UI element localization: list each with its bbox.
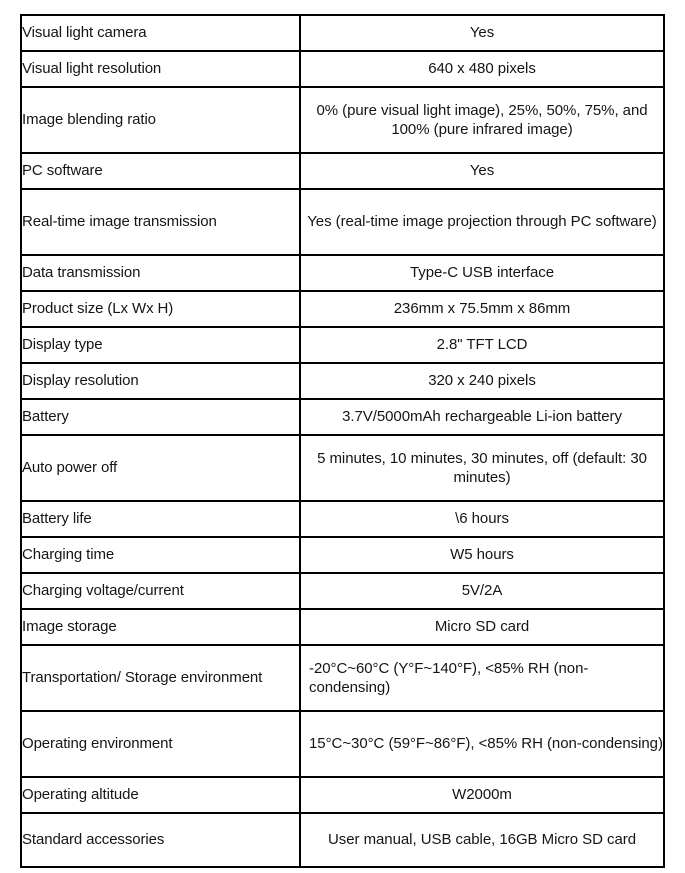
spec-label-text: Product size (Lx Wx H): [22, 300, 174, 318]
spec-value-cell: [300, 15, 664, 51]
spec-value-text: \6 hours: [455, 510, 509, 528]
spec-value-cell: [300, 609, 664, 645]
table-row: [21, 537, 664, 573]
spec-label-cell: [21, 153, 300, 189]
table-row: [21, 399, 664, 435]
spec-label-text: Real-time image transmission: [22, 213, 217, 231]
spec-label-cell: [21, 711, 300, 777]
table-row: [21, 255, 664, 291]
spec-value-text: -20°C~60°C (Y°F~140°F), <85% RH (non-condensing): [309, 659, 589, 696]
spec-label-text: Auto power off: [22, 459, 118, 477]
spec-value-cell: [300, 645, 664, 711]
spec-label-text: Charging time: [22, 546, 115, 564]
spec-value-cell: [300, 363, 664, 399]
spec-label-cell: [21, 255, 300, 291]
spec-value-text: 15°C~30°C (59°F~86°F), <85% RH (non-condensing): [309, 735, 663, 753]
table-row: [21, 435, 664, 501]
table-row: [21, 51, 664, 87]
spec-label-text: Image blending ratio: [22, 111, 156, 129]
spec-value-cell: [300, 291, 664, 327]
spec-label-cell: [21, 609, 300, 645]
table-row: [21, 573, 664, 609]
table-row: [21, 645, 664, 711]
spec-label-cell: [21, 327, 300, 363]
spec-value-text: 5V/2A: [461, 582, 503, 600]
spec-value-text: Yes (real-time image projection through PC software): [307, 213, 657, 231]
spec-value-text: Yes: [469, 162, 495, 180]
specification-table: [20, 14, 665, 868]
spec-label-cell: [21, 537, 300, 573]
table-row: [21, 363, 664, 399]
table-body: [21, 15, 664, 867]
spec-value-cell: [300, 51, 664, 87]
spec-value-cell: [300, 537, 664, 573]
spec-label-text: Operating altitude: [22, 786, 139, 804]
spec-label-text: Image storage: [22, 618, 117, 636]
spec-label-text: Operating environment: [22, 735, 173, 753]
spec-label-cell: [21, 15, 300, 51]
spec-value-text: 5 minutes, 10 minutes, 30 minutes, off (default: 30 minutes): [317, 449, 647, 486]
spec-value-text: W5 hours: [450, 546, 514, 564]
spec-label-cell: [21, 573, 300, 609]
spec-label-cell: [21, 777, 300, 813]
spec-value-cell: [300, 573, 664, 609]
spec-label-cell: [21, 399, 300, 435]
spec-label-text: Visual light camera: [22, 24, 147, 42]
spec-value-cell: [300, 813, 664, 867]
spec-value-cell: [300, 777, 664, 813]
table-row: [21, 87, 664, 153]
spec-value-cell: [300, 711, 664, 777]
table-row: [21, 153, 664, 189]
spec-value-cell: [300, 87, 664, 153]
spec-label-text: Battery: [22, 408, 69, 426]
spec-value-text: 0% (pure visual light image), 25%, 50%, 75%, and 100% (pure infrared image): [316, 101, 648, 138]
spec-value-cell: [300, 327, 664, 363]
spec-label-text: Standard accessories: [22, 831, 165, 849]
spec-label-cell: [21, 813, 300, 867]
table-row: [21, 291, 664, 327]
spec-label-text: Display resolution: [22, 372, 139, 390]
spec-value-cell: [300, 399, 664, 435]
spec-value-text: 2.8" TFT LCD: [436, 336, 528, 354]
table-row: [21, 15, 664, 51]
spec-value-text: 236mm x 75.5mm x 86mm: [393, 300, 571, 318]
table-row: [21, 777, 664, 813]
spec-label-text: Visual light resolution: [22, 60, 162, 78]
spec-value-text: Yes: [469, 24, 495, 42]
spec-label-text: Data transmission: [22, 264, 141, 282]
spec-label-text: Battery life: [22, 510, 92, 528]
spec-value-text: 640 x 480 pixels: [428, 60, 536, 78]
spec-value-cell: [300, 435, 664, 501]
spec-value-cell: [300, 501, 664, 537]
spec-value-text: Micro SD card: [434, 618, 530, 636]
spec-label-cell: [21, 645, 300, 711]
table-row: [21, 189, 664, 255]
spec-value-cell: [300, 255, 664, 291]
spec-label-cell: [21, 87, 300, 153]
spec-label-cell: [21, 363, 300, 399]
table-row: [21, 327, 664, 363]
spec-label-text: PC software: [22, 162, 103, 180]
spec-value-text: 320 x 240 pixels: [428, 372, 536, 390]
spec-value-cell: [300, 189, 664, 255]
spec-value-text: 3.7V/5000mAh rechargeable Li-ion battery: [342, 408, 622, 426]
spec-value-text: User manual, USB cable, 16GB Micro SD card: [327, 831, 636, 849]
table-row: [21, 501, 664, 537]
table-row: [21, 813, 664, 867]
spec-value-text: Type-C USB interface: [409, 264, 555, 282]
spec-label-cell: [21, 51, 300, 87]
spec-label-cell: [21, 501, 300, 537]
spec-label-text: Charging voltage/current: [22, 582, 184, 600]
spec-label-text: Transportation/ Storage environment: [22, 669, 263, 687]
table-row: [21, 609, 664, 645]
spec-value-cell: [300, 153, 664, 189]
spec-label-cell: [21, 291, 300, 327]
table-row: [21, 711, 664, 777]
spec-label-cell: [21, 435, 300, 501]
spec-label-cell: [21, 189, 300, 255]
spec-label-text: Display type: [22, 336, 103, 354]
spec-value-text: W2000m: [452, 786, 512, 804]
